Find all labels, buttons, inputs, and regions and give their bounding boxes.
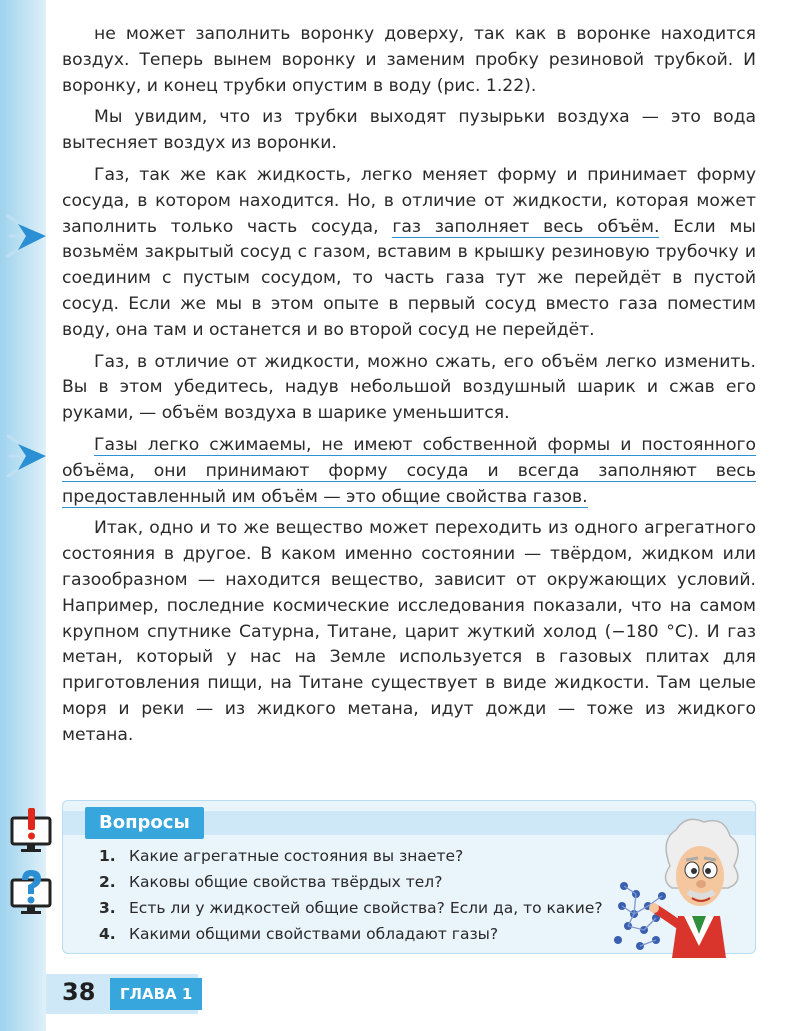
paragraph-3-after: Если мы возьмём закрытый сосуд с газом, вставим в крышку резиновую трубочку и соединим с пустым сосудом, то часть газа тут же перейдёт в пустой сосуд. Если же мы в этом опыте в первый сосуд вместо газа поместим воду, она там и останется и во второй сосуд не перейдёт. <box>62 216 756 340</box>
page-number: 38 <box>62 978 96 1006</box>
body-text <box>62 22 756 755</box>
question-text: Есть ли у жидкостей общие свойства? Если да, то какие? <box>129 899 603 917</box>
questions-list <box>99 843 603 947</box>
paragraph-3-before: Газ, так же как жидкость, легко меняет форму и принимает форму сосуда, в котором находится. Но, в отличие от жидкости, которая может заполнить только часть сосуда, <box>62 164 756 237</box>
highlight-gas-properties: Газы легко сжимаемы, не имеют собственной формы и постоянного объёма, они принимают форму сосуда и всегда заполняют весь предоставленный им объём — это общие свойства газов. <box>62 434 756 507</box>
question-item <box>99 843 603 869</box>
paragraph-6: Итак, одно и то же вещество может переходить из одного агрегатного состояния в другое. В каком именно состоянии — твёрдом, жидком или газообразном — находится вещество, зависит от окружающих условий. Например, последние космические исследования показали, что на самом крупном спутнике Сатурна, Титане, царит жуткий холод (−180 °С). И газ метан, который у нас на Земле используется в газовых плитах для приготовления пищи, на Титане существует в виде жидкости. Там целые моря и реки — из жидкого метана, идут дожди — тоже из жидкого метана. <box>62 518 756 745</box>
question-text: Какие агрегатные состояния вы знаете? <box>129 847 464 865</box>
question-number: 2. <box>99 873 116 891</box>
paragraph-4: Газ, в отличие от жидкости, можно сжать, его объём легко изменить. Вы в этом убедитесь, надув небольшой воздушный шарик и сжав его руками, — объём воздуха в шарике уменьшится. <box>62 351 756 424</box>
paragraph-1: не может заполнить воронку доверху, так как в воронке находится воздух. Теперь вынем воронку и заменим пробку резиновой трубкой. И воронку, и конец трубки опустим в воду (рис. 1.22). <box>62 24 756 96</box>
question-text: Какими общими свойствами обладают газы? <box>129 925 499 943</box>
paragraph-3 <box>62 163 756 344</box>
question-number: 3. <box>99 899 116 917</box>
question-item <box>99 895 603 921</box>
scientist-mascot <box>612 810 752 958</box>
chapter-label: ГЛАВА 1 <box>110 978 202 1010</box>
highlight-gas-fills-volume: газ заполняет весь объём. <box>392 216 660 237</box>
paragraph-2: Мы увидим, что из трубки выходят пузырьки воздуха — это вода вытесняет воздух из воронки. <box>62 107 756 154</box>
question-text: Каковы общие свойства твёрдых тел? <box>129 873 443 891</box>
arrow-icon <box>4 206 50 268</box>
exclamation-monitor-icon <box>10 808 52 854</box>
question-number: 4. <box>99 925 116 943</box>
question-item <box>99 869 603 895</box>
question-monitor-icon <box>10 870 52 916</box>
paragraph-5 <box>62 433 756 510</box>
question-item <box>99 921 603 947</box>
question-number: 1. <box>99 847 116 865</box>
questions-title: Вопросы <box>85 807 204 839</box>
arrow-icon <box>4 426 50 488</box>
